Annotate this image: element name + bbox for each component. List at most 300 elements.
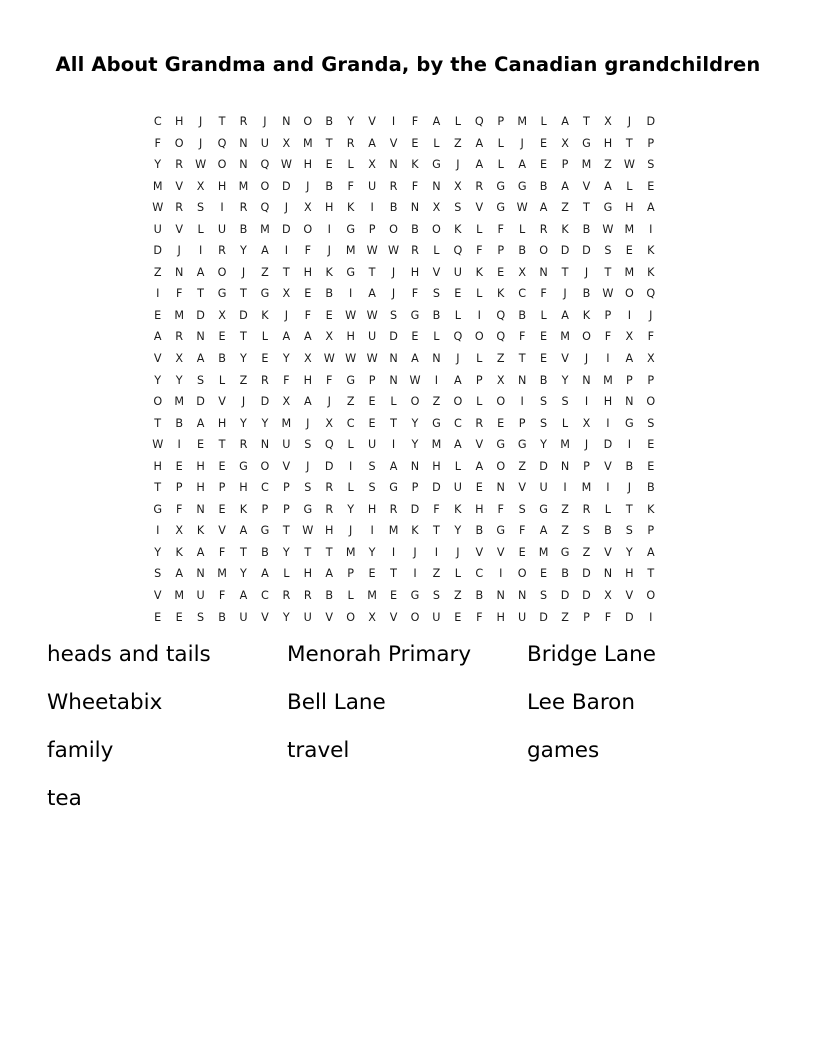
grid-cell[interactable]: O	[303, 222, 313, 236]
grid-cell[interactable]: S	[647, 158, 655, 172]
grid-cell[interactable]: J	[306, 179, 310, 193]
grid-cell[interactable]: X	[496, 373, 505, 387]
grid-cell[interactable]: U	[217, 222, 227, 236]
grid-cell[interactable]: O	[453, 395, 463, 409]
grid-cell[interactable]: R	[303, 589, 312, 603]
grid-cell[interactable]: O	[346, 610, 356, 624]
grid-cell[interactable]: Q	[646, 287, 656, 301]
grid-cell[interactable]: B	[625, 459, 634, 473]
grid-cell[interactable]: F	[411, 287, 419, 301]
grid-cell[interactable]: F	[218, 589, 226, 603]
grid-cell[interactable]: Q	[453, 244, 463, 258]
grid-cell[interactable]: C	[153, 115, 162, 128]
grid-cell[interactable]: E	[518, 545, 526, 559]
grid-cell[interactable]: M	[388, 524, 399, 538]
grid-cell[interactable]: O	[432, 222, 441, 236]
grid-cell[interactable]: H	[217, 179, 227, 193]
grid-cell[interactable]: V	[153, 589, 162, 603]
grid-cell[interactable]: R	[239, 438, 248, 452]
grid-cell[interactable]: T	[625, 136, 633, 150]
grid-cell[interactable]: N	[410, 201, 420, 215]
word-list-item[interactable]: Wheetabix	[47, 690, 163, 715]
grid-cell[interactable]: G	[239, 459, 248, 473]
word-list-item[interactable]: Lee Baron	[527, 690, 635, 715]
grid-cell[interactable]: A	[454, 438, 462, 452]
word-list-item[interactable]: games	[527, 738, 600, 763]
grid-cell[interactable]: T	[325, 545, 333, 559]
grid-cell[interactable]: H	[174, 115, 184, 128]
grid-cell[interactable]: L	[283, 567, 290, 581]
grid-cell[interactable]: L	[454, 115, 461, 128]
grid-cell[interactable]: O	[474, 330, 484, 344]
grid-cell[interactable]: D	[539, 459, 548, 473]
grid-cell[interactable]: L	[454, 567, 461, 581]
grid-cell[interactable]: A	[475, 459, 484, 473]
grid-cell[interactable]: W	[409, 373, 421, 387]
grid-cell[interactable]: K	[497, 287, 505, 301]
grid-cell[interactable]: S	[197, 373, 205, 387]
grid-cell[interactable]: V	[218, 395, 226, 409]
grid-cell[interactable]: V	[389, 136, 398, 150]
grid-cell[interactable]: H	[303, 158, 312, 172]
grid-cell[interactable]: U	[367, 438, 377, 452]
grid-cell[interactable]: H	[325, 524, 334, 538]
grid-cell[interactable]: A	[539, 524, 548, 538]
grid-cell[interactable]: N	[389, 158, 398, 172]
grid-cell[interactable]: F	[647, 330, 654, 344]
grid-cell[interactable]: L	[604, 502, 612, 516]
grid-cell[interactable]: J	[584, 438, 589, 452]
grid-cell[interactable]: J	[241, 395, 246, 409]
grid-cell[interactable]: A	[261, 567, 269, 581]
grid-cell[interactable]: Z	[604, 158, 612, 172]
grid-cell[interactable]: Y	[347, 502, 355, 516]
grid-cell[interactable]: O	[174, 136, 184, 150]
grid-cell[interactable]: E	[454, 610, 462, 624]
grid-cell[interactable]: P	[368, 373, 376, 387]
grid-cell[interactable]: X	[282, 395, 291, 409]
grid-cell[interactable]: M	[560, 438, 570, 452]
grid-cell[interactable]: I	[391, 115, 396, 128]
grid-cell[interactable]: F	[326, 373, 333, 387]
grid-cell[interactable]: W	[602, 222, 614, 236]
grid-cell[interactable]: V	[261, 610, 269, 624]
grid-cell[interactable]: B	[325, 179, 334, 193]
grid-cell[interactable]: K	[346, 201, 355, 215]
word-list-item[interactable]: Bridge Lane	[527, 642, 656, 667]
grid-cell[interactable]: N	[389, 352, 398, 366]
grid-cell[interactable]: D	[196, 395, 205, 409]
grid-cell[interactable]: E	[304, 287, 312, 301]
grid-cell[interactable]: P	[583, 610, 590, 624]
grid-cell[interactable]: B	[582, 287, 591, 301]
grid-cell[interactable]: X	[625, 330, 634, 344]
grid-cell[interactable]: L	[197, 222, 204, 236]
grid-cell[interactable]: Q	[496, 308, 506, 322]
grid-cell[interactable]: N	[239, 136, 248, 150]
grid-cell[interactable]: Y	[154, 373, 162, 387]
grid-cell[interactable]: E	[540, 330, 548, 344]
grid-cell[interactable]: A	[389, 459, 398, 473]
grid-cell[interactable]: E	[540, 136, 548, 150]
grid-cell[interactable]: M	[624, 265, 635, 279]
grid-cell[interactable]: M	[238, 179, 249, 193]
grid-cell[interactable]: H	[303, 265, 312, 279]
grid-cell[interactable]: B	[239, 222, 248, 236]
grid-cell[interactable]: D	[582, 244, 591, 258]
grid-cell[interactable]: T	[304, 545, 312, 559]
grid-cell[interactable]: B	[539, 373, 548, 387]
grid-cell[interactable]: T	[583, 201, 590, 215]
grid-cell[interactable]: O	[539, 244, 548, 258]
grid-cell[interactable]: W	[323, 352, 335, 366]
grid-cell[interactable]: S	[540, 395, 548, 409]
grid-cell[interactable]: B	[325, 115, 334, 128]
grid-cell[interactable]: Y	[347, 115, 355, 128]
grid-cell[interactable]: J	[413, 545, 417, 559]
grid-cell[interactable]: P	[561, 158, 569, 172]
grid-cell[interactable]: K	[454, 222, 462, 236]
grid-cell[interactable]: J	[563, 287, 567, 301]
grid-cell[interactable]: T	[218, 115, 226, 128]
grid-cell[interactable]: A	[261, 244, 269, 258]
grid-cell[interactable]: G	[496, 438, 506, 452]
grid-cell[interactable]: I	[327, 222, 331, 236]
grid-cell[interactable]: R	[325, 502, 334, 516]
grid-cell[interactable]: P	[175, 481, 183, 495]
grid-cell[interactable]: B	[325, 589, 334, 603]
grid-cell[interactable]: A	[239, 524, 248, 538]
grid-cell[interactable]: I	[606, 481, 610, 495]
grid-cell[interactable]: L	[433, 136, 440, 150]
grid-cell[interactable]: D	[196, 308, 205, 322]
grid-cell[interactable]: A	[475, 136, 484, 150]
grid-cell[interactable]: S	[368, 481, 376, 495]
grid-cell[interactable]: M	[431, 438, 442, 452]
grid-cell[interactable]: I	[156, 524, 160, 538]
grid-cell[interactable]: P	[282, 481, 290, 495]
grid-cell[interactable]: R	[475, 179, 484, 193]
grid-cell[interactable]: I	[649, 222, 653, 236]
grid-cell[interactable]: I	[370, 201, 374, 215]
grid-cell[interactable]: E	[411, 136, 419, 150]
grid-cell[interactable]: V	[282, 459, 291, 473]
grid-cell[interactable]: K	[196, 524, 205, 538]
grid-cell[interactable]: U	[453, 265, 462, 279]
grid-cell[interactable]: L	[261, 330, 269, 344]
word-list-item[interactable]: family	[47, 738, 114, 763]
grid-cell[interactable]: I	[434, 373, 439, 387]
grid-cell[interactable]: A	[175, 567, 183, 581]
grid-cell[interactable]: E	[625, 244, 633, 258]
grid-cell[interactable]: A	[561, 179, 569, 193]
grid-cell[interactable]: A	[368, 136, 376, 150]
grid-cell[interactable]: J	[349, 524, 353, 538]
grid-cell[interactable]: I	[349, 287, 353, 301]
grid-cell[interactable]: R	[218, 244, 226, 258]
grid-cell[interactable]: I	[520, 395, 524, 409]
grid-cell[interactable]: G	[560, 545, 570, 559]
grid-cell[interactable]: E	[647, 179, 655, 193]
grid-cell[interactable]: T	[154, 481, 162, 495]
grid-cell[interactable]: P	[583, 459, 590, 473]
grid-cell[interactable]: I	[391, 438, 396, 452]
grid-cell[interactable]: Z	[561, 502, 569, 516]
grid-cell[interactable]: U	[153, 222, 162, 236]
grid-cell[interactable]: Y	[240, 416, 247, 430]
grid-cell[interactable]: E	[647, 459, 655, 473]
grid-cell[interactable]: D	[282, 179, 291, 193]
grid-cell[interactable]: X	[282, 287, 291, 301]
grid-cell[interactable]: D	[560, 589, 570, 603]
grid-cell[interactable]: G	[260, 524, 270, 538]
grid-cell[interactable]: T	[561, 265, 569, 279]
grid-cell[interactable]: Z	[432, 395, 441, 409]
grid-cell[interactable]: R	[539, 222, 548, 236]
grid-cell[interactable]: X	[282, 136, 291, 150]
grid-cell[interactable]: C	[518, 287, 527, 301]
grid-cell[interactable]: S	[582, 524, 591, 538]
grid-cell[interactable]: Z	[454, 589, 462, 603]
grid-cell[interactable]: F	[518, 330, 526, 344]
grid-cell[interactable]: S	[647, 416, 655, 430]
grid-cell[interactable]: E	[175, 610, 183, 624]
grid-cell[interactable]: T	[218, 438, 226, 452]
grid-cell[interactable]: N	[560, 459, 570, 473]
grid-cell[interactable]: X	[368, 610, 376, 624]
grid-cell[interactable]: W	[195, 158, 207, 172]
grid-cell[interactable]: Z	[518, 459, 526, 473]
grid-cell[interactable]: H	[196, 481, 205, 495]
grid-cell[interactable]: Z	[561, 201, 569, 215]
grid-cell[interactable]: L	[626, 179, 633, 193]
grid-cell[interactable]: L	[390, 395, 397, 409]
grid-cell[interactable]: N	[196, 567, 205, 581]
grid-cell[interactable]: J	[241, 265, 246, 279]
grid-cell[interactable]: H	[239, 481, 248, 495]
grid-cell[interactable]: L	[476, 222, 483, 236]
grid-cell[interactable]: X	[303, 201, 312, 215]
grid-cell[interactable]: E	[411, 330, 419, 344]
grid-cell[interactable]: F	[604, 330, 612, 344]
grid-cell[interactable]: D	[582, 589, 591, 603]
grid-cell[interactable]: A	[196, 352, 205, 366]
grid-cell[interactable]: V	[175, 222, 183, 236]
grid-cell[interactable]: T	[647, 567, 655, 581]
grid-cell[interactable]: E	[540, 158, 548, 172]
grid-cell[interactable]: S	[304, 438, 312, 452]
grid-cell[interactable]: D	[560, 244, 570, 258]
grid-cell[interactable]: H	[303, 567, 312, 581]
grid-cell[interactable]: A	[561, 115, 569, 128]
grid-cell[interactable]: Z	[582, 545, 591, 559]
grid-cell[interactable]: Z	[432, 567, 441, 581]
grid-cell[interactable]: X	[368, 158, 376, 172]
grid-cell[interactable]: M	[581, 158, 592, 172]
grid-cell[interactable]: R	[389, 179, 398, 193]
grid-cell[interactable]: U	[367, 330, 377, 344]
grid-cell[interactable]: W	[388, 244, 400, 258]
grid-cell[interactable]: K	[175, 545, 183, 559]
grid-cell[interactable]: V	[153, 352, 162, 366]
grid-cell[interactable]: S	[454, 201, 462, 215]
grid-cell[interactable]: N	[582, 373, 591, 387]
grid-cell[interactable]: G	[410, 308, 420, 322]
grid-cell[interactable]: N	[196, 502, 205, 516]
grid-cell[interactable]: X	[325, 416, 334, 430]
grid-cell[interactable]: W	[366, 352, 378, 366]
grid-cell[interactable]: H	[603, 136, 613, 150]
grid-cell[interactable]: F	[604, 610, 612, 624]
grid-cell[interactable]: R	[239, 201, 248, 215]
grid-cell[interactable]: M	[281, 416, 292, 430]
grid-cell[interactable]: W	[152, 438, 164, 452]
grid-cell[interactable]: V	[325, 610, 334, 624]
grid-cell[interactable]: Z	[261, 265, 269, 279]
grid-cell[interactable]: J	[649, 308, 653, 322]
grid-cell[interactable]: E	[368, 567, 376, 581]
grid-cell[interactable]: X	[582, 416, 591, 430]
grid-cell[interactable]: I	[177, 438, 181, 452]
grid-cell[interactable]: X	[604, 115, 612, 128]
grid-cell[interactable]: N	[432, 179, 441, 193]
grid-cell[interactable]: M	[624, 222, 635, 236]
grid-cell[interactable]: J	[198, 115, 203, 128]
grid-cell[interactable]: G	[603, 201, 613, 215]
grid-cell[interactable]: T	[240, 330, 247, 344]
grid-cell[interactable]: A	[325, 567, 334, 581]
grid-cell[interactable]: J	[456, 352, 460, 366]
grid-cell[interactable]: E	[497, 265, 505, 279]
word-list-item[interactable]: Bell Lane	[287, 690, 386, 715]
grid-cell[interactable]: S	[197, 201, 205, 215]
grid-cell[interactable]: U	[196, 589, 205, 603]
grid-cell[interactable]: Y	[561, 373, 569, 387]
grid-cell[interactable]: M	[367, 589, 377, 603]
grid-cell[interactable]: J	[391, 265, 396, 279]
grid-cell[interactable]: G	[410, 589, 420, 603]
grid-cell[interactable]: A	[411, 352, 419, 366]
grid-cell[interactable]: E	[218, 330, 226, 344]
grid-cell[interactable]: M	[152, 179, 163, 193]
grid-cell[interactable]: B	[646, 481, 655, 495]
grid-cell[interactable]: E	[540, 567, 548, 581]
grid-cell[interactable]: I	[370, 524, 374, 538]
grid-cell[interactable]: D	[260, 395, 270, 409]
grid-cell[interactable]: O	[153, 395, 163, 409]
grid-cell[interactable]: C	[261, 589, 269, 603]
grid-cell[interactable]: F	[518, 524, 526, 538]
grid-cell[interactable]: F	[154, 136, 161, 150]
grid-cell[interactable]: N	[496, 481, 505, 495]
grid-cell[interactable]: K	[261, 308, 269, 322]
grid-cell[interactable]: R	[325, 481, 334, 495]
grid-cell[interactable]: P	[475, 373, 483, 387]
grid-cell[interactable]: E	[261, 352, 269, 366]
grid-cell[interactable]: O	[517, 567, 527, 581]
grid-cell[interactable]: N	[496, 589, 505, 603]
grid-cell[interactable]: R	[175, 158, 184, 172]
grid-cell[interactable]: U	[453, 481, 462, 495]
grid-cell[interactable]: A	[475, 158, 484, 172]
grid-cell[interactable]: O	[303, 115, 313, 128]
grid-cell[interactable]: P	[347, 567, 355, 581]
grid-cell[interactable]: F	[175, 502, 183, 516]
grid-cell[interactable]: X	[196, 179, 205, 193]
grid-cell[interactable]: Y	[154, 158, 162, 172]
grid-cell[interactable]: M	[345, 545, 356, 559]
grid-cell[interactable]: B	[518, 244, 526, 258]
grid-cell[interactable]: I	[413, 567, 417, 581]
grid-cell[interactable]: S	[368, 459, 376, 473]
grid-cell[interactable]: F	[497, 502, 504, 516]
grid-cell[interactable]: A	[153, 330, 162, 344]
grid-cell[interactable]: V	[475, 545, 484, 559]
grid-cell[interactable]: G	[303, 502, 313, 516]
grid-cell[interactable]: V	[475, 201, 484, 215]
grid-cell[interactable]: O	[496, 459, 506, 473]
grid-cell[interactable]: K	[325, 265, 333, 279]
grid-cell[interactable]: P	[497, 244, 505, 258]
grid-cell[interactable]: P	[625, 373, 633, 387]
grid-cell[interactable]: E	[389, 589, 398, 603]
grid-cell[interactable]: T	[154, 416, 162, 430]
grid-cell[interactable]: Y	[411, 438, 419, 452]
grid-cell[interactable]: X	[646, 352, 655, 366]
grid-cell[interactable]: Y	[368, 545, 376, 559]
grid-cell[interactable]: T	[390, 567, 397, 581]
grid-cell[interactable]: E	[454, 287, 462, 301]
grid-cell[interactable]: I	[606, 352, 610, 366]
word-list-item[interactable]: tea	[47, 786, 82, 811]
grid-cell[interactable]: E	[325, 308, 333, 322]
grid-cell[interactable]: Z	[454, 136, 462, 150]
grid-cell[interactable]: G	[496, 524, 506, 538]
grid-cell[interactable]: L	[454, 459, 461, 473]
grid-cell[interactable]: D	[410, 502, 420, 516]
grid-cell[interactable]: H	[367, 502, 377, 516]
grid-cell[interactable]: B	[604, 524, 612, 538]
grid-cell[interactable]: G	[217, 287, 227, 301]
grid-cell[interactable]: C	[346, 416, 355, 430]
grid-cell[interactable]: T	[625, 502, 633, 516]
grid-cell[interactable]: T	[390, 416, 397, 430]
grid-cell[interactable]: J	[456, 158, 460, 172]
grid-cell[interactable]: V	[368, 115, 376, 128]
grid-cell[interactable]: M	[174, 308, 184, 322]
grid-cell[interactable]: H	[410, 265, 420, 279]
grid-cell[interactable]: M	[302, 136, 313, 150]
grid-cell[interactable]: I	[627, 438, 631, 452]
grid-cell[interactable]: J	[584, 265, 589, 279]
grid-cell[interactable]: N	[282, 115, 291, 128]
grid-cell[interactable]: O	[646, 589, 656, 603]
grid-cell[interactable]: Q	[217, 136, 227, 150]
grid-cell[interactable]: B	[175, 416, 183, 430]
grid-cell[interactable]: K	[647, 244, 655, 258]
grid-cell[interactable]: M	[174, 589, 184, 603]
grid-cell[interactable]: H	[432, 459, 441, 473]
grid-cell[interactable]: F	[304, 308, 311, 322]
grid-cell[interactable]: A	[518, 158, 526, 172]
grid-cell[interactable]: Z	[496, 352, 505, 366]
grid-cell[interactable]: R	[239, 115, 248, 128]
grid-cell[interactable]: A	[432, 115, 441, 128]
grid-cell[interactable]: E	[540, 352, 548, 366]
grid-cell[interactable]: A	[625, 352, 634, 366]
grid-cell[interactable]: W	[345, 308, 357, 322]
grid-cell[interactable]: T	[368, 265, 376, 279]
